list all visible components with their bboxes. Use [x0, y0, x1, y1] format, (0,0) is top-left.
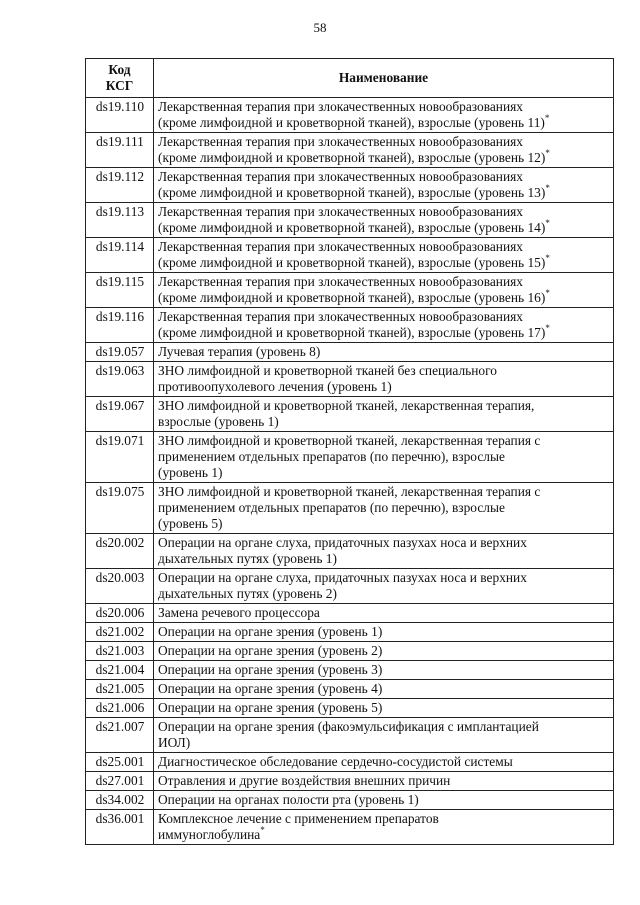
- table-row: [86, 343, 614, 362]
- row-name-line: [158, 465, 610, 481]
- row-name: [154, 753, 614, 772]
- row-name-text: Операции на органе зрения (уровень 4): [158, 681, 383, 696]
- row-name-text: Замена речевого процессора: [158, 605, 320, 620]
- table-row: [86, 604, 614, 623]
- table-row: [86, 791, 614, 810]
- table-row: [86, 238, 614, 273]
- table-row: [86, 810, 614, 845]
- row-name-line: [158, 735, 610, 751]
- row-code: ds21.004: [86, 661, 154, 680]
- footnote-marker: *: [545, 182, 550, 193]
- row-name-line: [158, 570, 610, 586]
- row-code: ds20.006: [86, 604, 154, 623]
- table-row: [86, 534, 614, 569]
- row-name: [154, 432, 614, 483]
- row-code: ds19.071: [86, 432, 154, 483]
- footnote-marker: *: [544, 112, 550, 123]
- row-name: [154, 772, 614, 791]
- row-name: [154, 604, 614, 623]
- row-name: [154, 238, 614, 273]
- row-name-line: [158, 792, 610, 808]
- row-name-line: [158, 217, 610, 236]
- table-row: [86, 699, 614, 718]
- table-row: [86, 569, 614, 604]
- row-name-text: Операции на органе слуха, придаточных пазухах носа и верхних: [158, 535, 527, 550]
- table-row: [86, 483, 614, 534]
- row-name-line: [158, 379, 610, 395]
- row-name-text: Лекарственная терапия при злокачественных новообразованиях: [158, 204, 523, 219]
- row-name-line: [158, 112, 610, 131]
- row-name-text: Лекарственная терапия при злокачественных новообразованиях: [158, 169, 523, 184]
- row-name-text: Операции на органе зрения (уровень 1): [158, 624, 383, 639]
- row-name-line: [158, 586, 610, 602]
- row-code: ds21.007: [86, 718, 154, 753]
- row-name-line: [158, 287, 610, 306]
- row-code: ds34.002: [86, 791, 154, 810]
- row-name-line: [158, 643, 610, 659]
- row-name-line: [158, 719, 610, 735]
- row-code: ds36.001: [86, 810, 154, 845]
- row-code: ds19.067: [86, 397, 154, 432]
- row-name-line: [158, 363, 610, 379]
- row-code: ds19.114: [86, 238, 154, 273]
- row-name-text: ЗНО лимфоидной и кроветворной тканей, лекарственная терапия с: [158, 484, 541, 499]
- row-name: [154, 680, 614, 699]
- footnote-marker: *: [545, 322, 550, 333]
- header-name: Наименование: [154, 59, 614, 98]
- row-name: [154, 203, 614, 238]
- table-row: [86, 772, 614, 791]
- footnote-marker: *: [545, 217, 550, 228]
- row-name-text: (кроме лимфоидной и кроветворной тканей), взрослые (уровень 17): [158, 325, 546, 340]
- row-name-text: Лекарственная терапия при злокачественных новообразованиях: [158, 274, 523, 289]
- table-row: [86, 98, 614, 133]
- row-name: [154, 810, 614, 845]
- row-code: ds19.111: [86, 133, 154, 168]
- row-name-line: [158, 322, 610, 341]
- row-name: [154, 483, 614, 534]
- row-name: [154, 661, 614, 680]
- row-name-line: [158, 500, 610, 516]
- row-name-text: противоопухолевого лечения (уровень 1): [158, 379, 392, 394]
- row-name-line: [158, 754, 610, 770]
- table-row: [86, 308, 614, 343]
- row-name-text: (уровень 5): [158, 516, 223, 531]
- row-name-text: Отравления и другие воздействия внешних причин: [158, 773, 451, 788]
- row-name-line: [158, 182, 610, 201]
- footnote-marker: *: [545, 252, 550, 263]
- row-code: ds19.063: [86, 362, 154, 397]
- row-name-text: ЗНО лимфоидной и кроветворной тканей, лекарственная терапия с: [158, 433, 541, 448]
- row-name-text: Лекарственная терапия при злокачественных новообразованиях: [158, 99, 523, 114]
- header-code: [86, 59, 154, 98]
- row-code: ds19.115: [86, 273, 154, 308]
- row-name-text: дыхательных путях (уровень 1): [158, 551, 337, 566]
- row-name-text: (кроме лимфоидной и кроветворной тканей), взрослые (уровень 11): [158, 115, 545, 130]
- row-name-line: [158, 274, 610, 290]
- row-name-text: применением отдельных препаратов (по перечню), взрослые: [158, 449, 505, 464]
- table-row: [86, 397, 614, 432]
- row-name-line: [158, 516, 610, 532]
- row-name-text: Лекарственная терапия при злокачественных новообразованиях: [158, 309, 523, 324]
- row-name-text: взрослые (уровень 1): [158, 414, 279, 429]
- footnote-marker: *: [545, 147, 550, 158]
- ksg-table: [85, 58, 614, 845]
- row-name-text: Операции на органе слуха, придаточных пазухах носа и верхних: [158, 570, 527, 585]
- row-name-text: Лекарственная терапия при злокачественных новообразованиях: [158, 134, 523, 149]
- row-name-text: дыхательных путях (уровень 2): [158, 586, 337, 601]
- row-name-text: Операции на органах полости рта (уровень 1): [158, 792, 419, 807]
- row-name-line: [158, 169, 610, 185]
- row-name-line: [158, 551, 610, 567]
- row-name: [154, 362, 614, 397]
- table-row: [86, 680, 614, 699]
- row-name-line: [158, 535, 610, 551]
- row-name-line: [158, 433, 610, 449]
- table-row: [86, 362, 614, 397]
- row-name: [154, 718, 614, 753]
- row-name: [154, 623, 614, 642]
- row-name-text: ИОЛ): [158, 735, 191, 750]
- header-code-line2: КСГ: [105, 78, 134, 93]
- row-name: [154, 642, 614, 661]
- table-row: [86, 623, 614, 642]
- footnote-marker: *: [260, 824, 265, 835]
- table-row: [86, 718, 614, 753]
- row-name-line: [158, 147, 610, 166]
- row-name: [154, 397, 614, 432]
- table-header-row: [86, 59, 614, 98]
- header-code-line1: Код: [108, 62, 131, 77]
- row-name-text: (кроме лимфоидной и кроветворной тканей), взрослые (уровень 14): [158, 220, 546, 235]
- page-number: 58: [313, 20, 327, 35]
- row-name-line: [158, 811, 610, 827]
- row-name-line: [158, 824, 610, 843]
- row-code: ds21.006: [86, 699, 154, 718]
- row-name-line: [158, 681, 610, 697]
- row-code: ds19.057: [86, 343, 154, 362]
- row-name: [154, 273, 614, 308]
- row-code: ds21.003: [86, 642, 154, 661]
- row-code: ds27.001: [86, 772, 154, 791]
- table-row: [86, 642, 614, 661]
- row-name: [154, 791, 614, 810]
- row-name-text: Комплексное лечение с применением препаратов: [158, 811, 439, 826]
- row-name-text: Операции на органе зрения (факоэмульсификация с имплантацией: [158, 719, 539, 734]
- row-name-line: [158, 773, 610, 789]
- row-name-line: [158, 484, 610, 500]
- row-name-text: иммуноглобулина: [158, 827, 261, 842]
- row-name-text: (уровень 1): [158, 465, 223, 480]
- row-name-line: [158, 309, 610, 325]
- row-name: [154, 699, 614, 718]
- row-code: ds20.002: [86, 534, 154, 569]
- row-name: [154, 133, 614, 168]
- row-name: [154, 534, 614, 569]
- row-name: [154, 98, 614, 133]
- table-row: [86, 753, 614, 772]
- row-name: [154, 168, 614, 203]
- row-name: [154, 308, 614, 343]
- row-name-text: (кроме лимфоидной и кроветворной тканей), взрослые (уровень 12): [158, 150, 546, 165]
- row-name-line: [158, 252, 610, 271]
- row-name-text: (кроме лимфоидной и кроветворной тканей), взрослые (уровень 16): [158, 290, 546, 305]
- table-row: [86, 203, 614, 238]
- table-row: [86, 133, 614, 168]
- row-code: ds25.001: [86, 753, 154, 772]
- row-code: ds19.116: [86, 308, 154, 343]
- row-name-text: (кроме лимфоидной и кроветворной тканей), взрослые (уровень 13): [158, 185, 546, 200]
- row-name-text: Лучевая терапия (уровень 8): [158, 344, 321, 359]
- row-name-text: (кроме лимфоидной и кроветворной тканей), взрослые (уровень 15): [158, 255, 546, 270]
- table-row: [86, 661, 614, 680]
- table-row: [86, 432, 614, 483]
- row-name-text: ЗНО лимфоидной и кроветворной тканей без специального: [158, 363, 497, 378]
- footnote-marker: *: [545, 287, 550, 298]
- table-row: [86, 168, 614, 203]
- row-name-line: [158, 700, 610, 716]
- row-name-line: [158, 239, 610, 255]
- row-name-line: [158, 414, 610, 430]
- table-body: [86, 98, 614, 845]
- row-name-text: применением отдельных препаратов (по перечню), взрослые: [158, 500, 505, 515]
- row-name-line: [158, 605, 610, 621]
- row-name-line: [158, 624, 610, 640]
- row-code: ds19.075: [86, 483, 154, 534]
- row-name-line: [158, 662, 610, 678]
- row-name: [154, 569, 614, 604]
- row-name: [154, 343, 614, 362]
- row-code: ds20.003: [86, 569, 154, 604]
- row-name-text: Лекарственная терапия при злокачественных новообразованиях: [158, 239, 523, 254]
- row-code: ds21.005: [86, 680, 154, 699]
- row-name-text: Операции на органе зрения (уровень 2): [158, 643, 383, 658]
- row-name-text: Операции на органе зрения (уровень 5): [158, 700, 383, 715]
- row-name-line: [158, 134, 610, 150]
- row-code: ds19.113: [86, 203, 154, 238]
- row-name-text: ЗНО лимфоидной и кроветворной тканей, лекарственная терапия,: [158, 398, 535, 413]
- row-name-line: [158, 449, 610, 465]
- row-name-text: Диагностическое обследование сердечно-сосудистой системы: [158, 754, 513, 769]
- row-code: ds19.110: [86, 98, 154, 133]
- row-code: ds21.002: [86, 623, 154, 642]
- row-name-line: [158, 99, 610, 115]
- row-code: ds19.112: [86, 168, 154, 203]
- row-name-line: [158, 204, 610, 220]
- row-name-line: [158, 344, 610, 360]
- table-row: [86, 273, 614, 308]
- row-name-text: Операции на органе зрения (уровень 3): [158, 662, 383, 677]
- row-name-line: [158, 398, 610, 414]
